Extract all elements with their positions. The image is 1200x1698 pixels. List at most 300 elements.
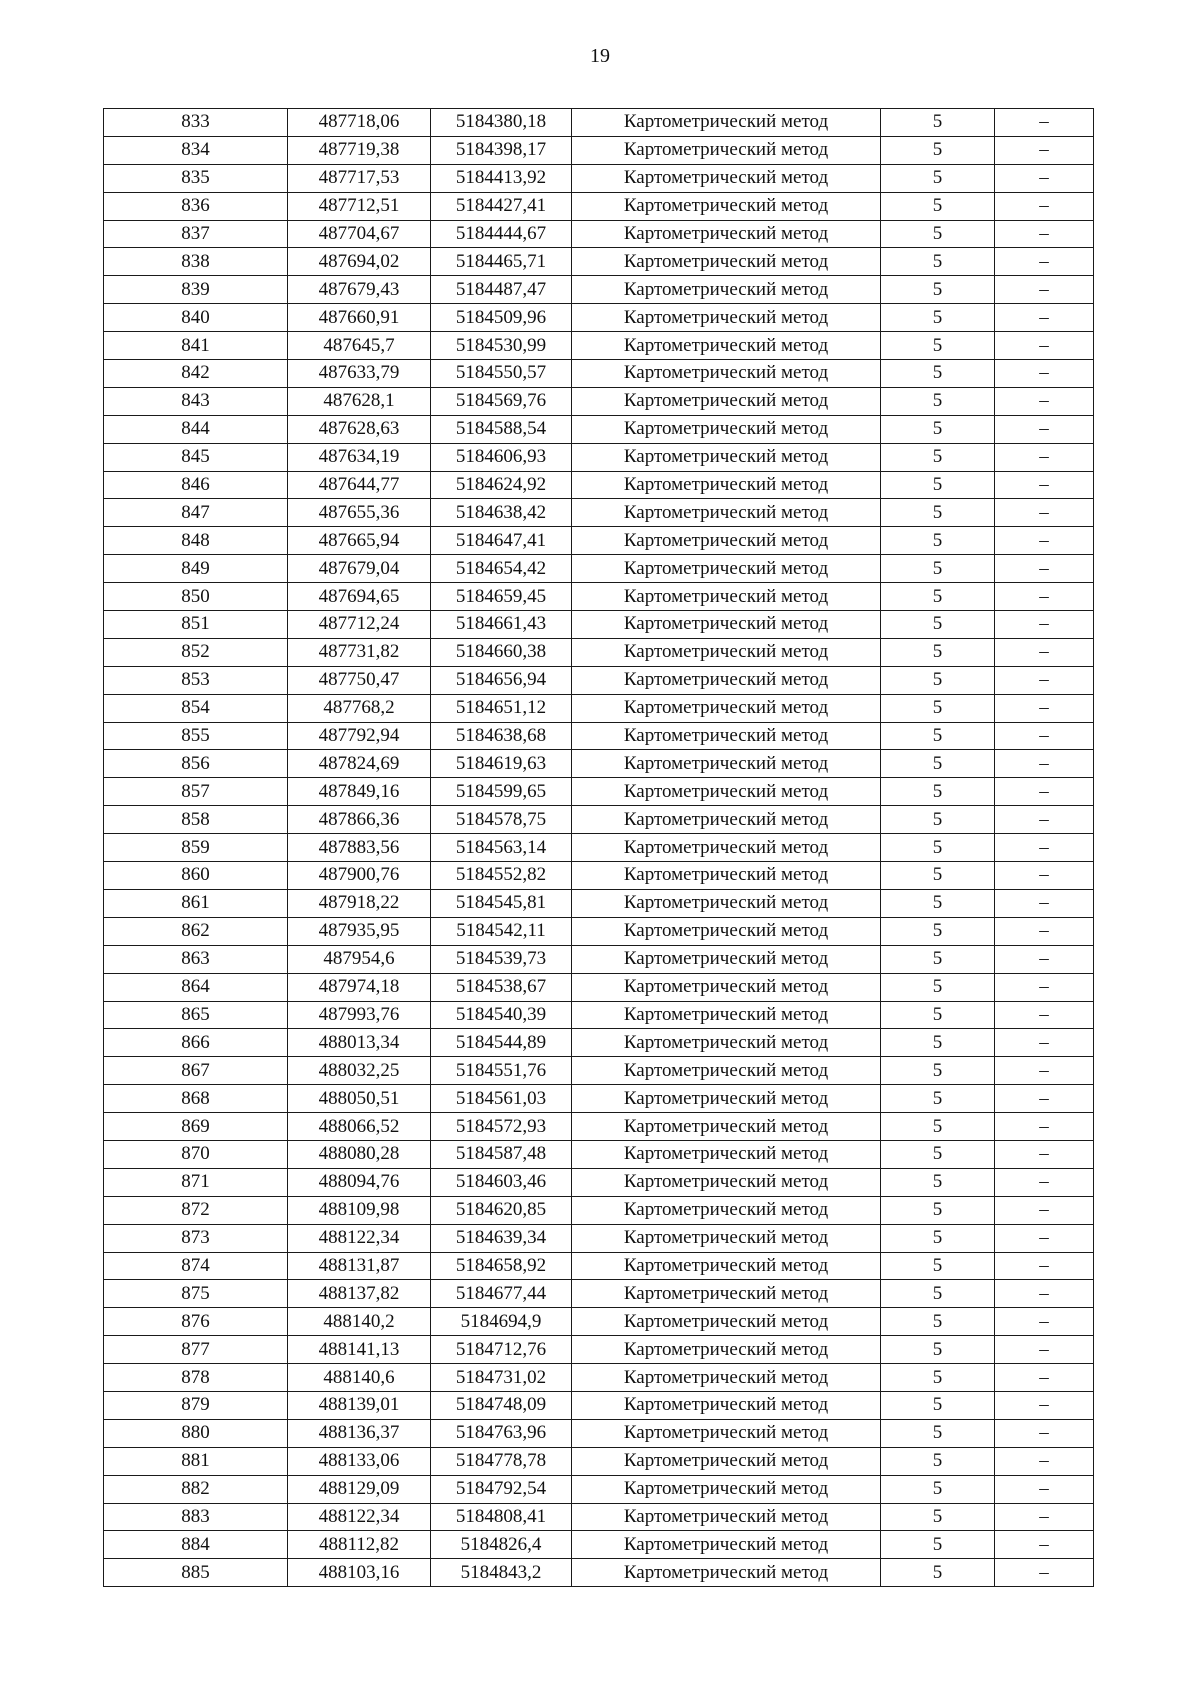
method-cell: Картометрический метод bbox=[572, 806, 881, 834]
y-coordinate-cell: 5184551,76 bbox=[431, 1057, 572, 1085]
y-coordinate-cell: 5184603,46 bbox=[431, 1168, 572, 1196]
accuracy-cell: 5 bbox=[881, 1113, 995, 1141]
accuracy-cell: 5 bbox=[881, 666, 995, 694]
y-coordinate-cell: 5184659,45 bbox=[431, 583, 572, 611]
point-number-cell: 860 bbox=[104, 862, 288, 890]
method-cell: Картометрический метод bbox=[572, 666, 881, 694]
point-number-cell: 878 bbox=[104, 1364, 288, 1392]
accuracy-cell: 5 bbox=[881, 1280, 995, 1308]
accuracy-cell: 5 bbox=[881, 1503, 995, 1531]
point-number-cell: 869 bbox=[104, 1113, 288, 1141]
accuracy-cell: 5 bbox=[881, 862, 995, 890]
table-row bbox=[104, 1252, 1094, 1280]
accuracy-cell: 5 bbox=[881, 1475, 995, 1503]
formula-cell: – bbox=[995, 555, 1094, 583]
x-coordinate-cell: 487866,36 bbox=[288, 806, 431, 834]
formula-cell: – bbox=[995, 1196, 1094, 1224]
table-row bbox=[104, 638, 1094, 666]
point-number-cell: 861 bbox=[104, 889, 288, 917]
y-coordinate-cell: 5184624,92 bbox=[431, 471, 572, 499]
formula-cell: – bbox=[995, 192, 1094, 220]
table-row bbox=[104, 220, 1094, 248]
table-row bbox=[104, 778, 1094, 806]
table-row bbox=[104, 1447, 1094, 1475]
table-row bbox=[104, 1475, 1094, 1503]
accuracy-cell: 5 bbox=[881, 750, 995, 778]
method-cell: Картометрический метод bbox=[572, 1252, 881, 1280]
x-coordinate-cell: 487694,02 bbox=[288, 248, 431, 276]
y-coordinate-cell: 5184660,38 bbox=[431, 638, 572, 666]
point-number-cell: 857 bbox=[104, 778, 288, 806]
table-row bbox=[104, 806, 1094, 834]
x-coordinate-cell: 487694,65 bbox=[288, 583, 431, 611]
point-number-cell: 833 bbox=[104, 109, 288, 137]
accuracy-cell: 5 bbox=[881, 136, 995, 164]
y-coordinate-cell: 5184731,02 bbox=[431, 1364, 572, 1392]
method-cell: Картометрический метод bbox=[572, 220, 881, 248]
formula-cell: – bbox=[995, 917, 1094, 945]
formula-cell: – bbox=[995, 1308, 1094, 1336]
table-row bbox=[104, 499, 1094, 527]
method-cell: Картометрический метод bbox=[572, 862, 881, 890]
formula-cell: – bbox=[995, 862, 1094, 890]
formula-cell: – bbox=[995, 1475, 1094, 1503]
method-cell: Картометрический метод bbox=[572, 1475, 881, 1503]
y-coordinate-cell: 5184413,92 bbox=[431, 164, 572, 192]
table-row bbox=[104, 276, 1094, 304]
point-number-cell: 852 bbox=[104, 638, 288, 666]
table-row bbox=[104, 527, 1094, 555]
y-coordinate-cell: 5184509,96 bbox=[431, 304, 572, 332]
point-number-cell: 856 bbox=[104, 750, 288, 778]
formula-cell: – bbox=[995, 694, 1094, 722]
method-cell: Картометрический метод bbox=[572, 276, 881, 304]
point-number-cell: 859 bbox=[104, 834, 288, 862]
y-coordinate-cell: 5184606,93 bbox=[431, 443, 572, 471]
method-cell: Картометрический метод bbox=[572, 304, 881, 332]
x-coordinate-cell: 487824,69 bbox=[288, 750, 431, 778]
x-coordinate-cell: 487634,19 bbox=[288, 443, 431, 471]
method-cell: Картометрический метод bbox=[572, 1140, 881, 1168]
point-number-cell: 843 bbox=[104, 387, 288, 415]
table-row bbox=[104, 1559, 1094, 1587]
method-cell: Картометрический метод bbox=[572, 527, 881, 555]
x-coordinate-cell: 487655,36 bbox=[288, 499, 431, 527]
y-coordinate-cell: 5184654,42 bbox=[431, 555, 572, 583]
method-cell: Картометрический метод bbox=[572, 1503, 881, 1531]
accuracy-cell: 5 bbox=[881, 1196, 995, 1224]
table-row bbox=[104, 1057, 1094, 1085]
y-coordinate-cell: 5184544,89 bbox=[431, 1029, 572, 1057]
table-row bbox=[104, 304, 1094, 332]
point-number-cell: 847 bbox=[104, 499, 288, 527]
x-coordinate-cell: 487633,79 bbox=[288, 360, 431, 388]
x-coordinate-cell: 488032,25 bbox=[288, 1057, 431, 1085]
formula-cell: – bbox=[995, 973, 1094, 1001]
accuracy-cell: 5 bbox=[881, 1531, 995, 1559]
y-coordinate-cell: 5184465,71 bbox=[431, 248, 572, 276]
point-number-cell: 862 bbox=[104, 917, 288, 945]
formula-cell: – bbox=[995, 527, 1094, 555]
table-row bbox=[104, 917, 1094, 945]
x-coordinate-cell: 488140,2 bbox=[288, 1308, 431, 1336]
point-number-cell: 837 bbox=[104, 220, 288, 248]
formula-cell: – bbox=[995, 583, 1094, 611]
point-number-cell: 873 bbox=[104, 1224, 288, 1252]
method-cell: Картометрический метод bbox=[572, 1531, 881, 1559]
formula-cell: – bbox=[995, 1280, 1094, 1308]
table-row bbox=[104, 1001, 1094, 1029]
method-cell: Картометрический метод bbox=[572, 1029, 881, 1057]
accuracy-cell: 5 bbox=[881, 360, 995, 388]
formula-cell: – bbox=[995, 1140, 1094, 1168]
coordinates-table bbox=[103, 108, 1094, 1587]
point-number-cell: 850 bbox=[104, 583, 288, 611]
x-coordinate-cell: 487750,47 bbox=[288, 666, 431, 694]
accuracy-cell: 5 bbox=[881, 555, 995, 583]
y-coordinate-cell: 5184647,41 bbox=[431, 527, 572, 555]
table-row bbox=[104, 1085, 1094, 1113]
x-coordinate-cell: 487849,16 bbox=[288, 778, 431, 806]
point-number-cell: 854 bbox=[104, 694, 288, 722]
method-cell: Картометрический метод bbox=[572, 1001, 881, 1029]
point-number-cell: 853 bbox=[104, 666, 288, 694]
x-coordinate-cell: 487645,7 bbox=[288, 332, 431, 360]
x-coordinate-cell: 487768,2 bbox=[288, 694, 431, 722]
table-row bbox=[104, 360, 1094, 388]
accuracy-cell: 5 bbox=[881, 499, 995, 527]
y-coordinate-cell: 5184427,41 bbox=[431, 192, 572, 220]
table-row bbox=[104, 1308, 1094, 1336]
formula-cell: – bbox=[995, 360, 1094, 388]
point-number-cell: 883 bbox=[104, 1503, 288, 1531]
table-row bbox=[104, 1531, 1094, 1559]
point-number-cell: 872 bbox=[104, 1196, 288, 1224]
accuracy-cell: 5 bbox=[881, 945, 995, 973]
accuracy-cell: 5 bbox=[881, 778, 995, 806]
x-coordinate-cell: 487644,77 bbox=[288, 471, 431, 499]
y-coordinate-cell: 5184539,73 bbox=[431, 945, 572, 973]
point-number-cell: 839 bbox=[104, 276, 288, 304]
point-number-cell: 864 bbox=[104, 973, 288, 1001]
method-cell: Картометрический метод bbox=[572, 638, 881, 666]
table-row bbox=[104, 136, 1094, 164]
y-coordinate-cell: 5184569,76 bbox=[431, 387, 572, 415]
formula-cell: – bbox=[995, 611, 1094, 639]
x-coordinate-cell: 488122,34 bbox=[288, 1503, 431, 1531]
method-cell: Картометрический метод bbox=[572, 136, 881, 164]
accuracy-cell: 5 bbox=[881, 834, 995, 862]
accuracy-cell: 5 bbox=[881, 1085, 995, 1113]
y-coordinate-cell: 5184638,68 bbox=[431, 722, 572, 750]
x-coordinate-cell: 487660,91 bbox=[288, 304, 431, 332]
accuracy-cell: 5 bbox=[881, 1057, 995, 1085]
accuracy-cell: 5 bbox=[881, 1559, 995, 1587]
formula-cell: – bbox=[995, 1531, 1094, 1559]
y-coordinate-cell: 5184808,41 bbox=[431, 1503, 572, 1531]
formula-cell: – bbox=[995, 1057, 1094, 1085]
x-coordinate-cell: 488131,87 bbox=[288, 1252, 431, 1280]
method-cell: Картометрический метод bbox=[572, 1364, 881, 1392]
point-number-cell: 881 bbox=[104, 1447, 288, 1475]
table-row bbox=[104, 1140, 1094, 1168]
table-row bbox=[104, 471, 1094, 499]
accuracy-cell: 5 bbox=[881, 1252, 995, 1280]
x-coordinate-cell: 487954,6 bbox=[288, 945, 431, 973]
y-coordinate-cell: 5184843,2 bbox=[431, 1559, 572, 1587]
formula-cell: – bbox=[995, 834, 1094, 862]
point-number-cell: 868 bbox=[104, 1085, 288, 1113]
formula-cell: – bbox=[995, 889, 1094, 917]
y-coordinate-cell: 5184638,42 bbox=[431, 499, 572, 527]
point-number-cell: 882 bbox=[104, 1475, 288, 1503]
formula-cell: – bbox=[995, 806, 1094, 834]
x-coordinate-cell: 488109,98 bbox=[288, 1196, 431, 1224]
point-number-cell: 880 bbox=[104, 1419, 288, 1447]
x-coordinate-cell: 487974,18 bbox=[288, 973, 431, 1001]
method-cell: Картометрический метод bbox=[572, 1391, 881, 1419]
method-cell: Картометрический метод bbox=[572, 387, 881, 415]
formula-cell: – bbox=[995, 415, 1094, 443]
point-number-cell: 845 bbox=[104, 443, 288, 471]
accuracy-cell: 5 bbox=[881, 1419, 995, 1447]
table-row bbox=[104, 889, 1094, 917]
accuracy-cell: 5 bbox=[881, 443, 995, 471]
accuracy-cell: 5 bbox=[881, 694, 995, 722]
accuracy-cell: 5 bbox=[881, 471, 995, 499]
formula-cell: – bbox=[995, 220, 1094, 248]
x-coordinate-cell: 488141,13 bbox=[288, 1336, 431, 1364]
formula-cell: – bbox=[995, 164, 1094, 192]
formula-cell: – bbox=[995, 332, 1094, 360]
x-coordinate-cell: 487883,56 bbox=[288, 834, 431, 862]
y-coordinate-cell: 5184599,65 bbox=[431, 778, 572, 806]
method-cell: Картометрический метод bbox=[572, 164, 881, 192]
formula-cell: – bbox=[995, 387, 1094, 415]
y-coordinate-cell: 5184542,11 bbox=[431, 917, 572, 945]
table-row bbox=[104, 415, 1094, 443]
point-number-cell: 870 bbox=[104, 1140, 288, 1168]
accuracy-cell: 5 bbox=[881, 722, 995, 750]
accuracy-cell: 5 bbox=[881, 164, 995, 192]
method-cell: Картометрический метод bbox=[572, 778, 881, 806]
table-row bbox=[104, 1224, 1094, 1252]
x-coordinate-cell: 487731,82 bbox=[288, 638, 431, 666]
x-coordinate-cell: 487918,22 bbox=[288, 889, 431, 917]
x-coordinate-cell: 487900,76 bbox=[288, 862, 431, 890]
accuracy-cell: 5 bbox=[881, 1308, 995, 1336]
method-cell: Картометрический метод bbox=[572, 443, 881, 471]
method-cell: Картометрический метод bbox=[572, 945, 881, 973]
formula-cell: – bbox=[995, 1447, 1094, 1475]
method-cell: Картометрический метод bbox=[572, 471, 881, 499]
point-number-cell: 841 bbox=[104, 332, 288, 360]
y-coordinate-cell: 5184487,47 bbox=[431, 276, 572, 304]
y-coordinate-cell: 5184658,92 bbox=[431, 1252, 572, 1280]
accuracy-cell: 5 bbox=[881, 1224, 995, 1252]
formula-cell: – bbox=[995, 1113, 1094, 1141]
accuracy-cell: 5 bbox=[881, 611, 995, 639]
y-coordinate-cell: 5184826,4 bbox=[431, 1531, 572, 1559]
y-coordinate-cell: 5184530,99 bbox=[431, 332, 572, 360]
y-coordinate-cell: 5184398,17 bbox=[431, 136, 572, 164]
formula-cell: – bbox=[995, 248, 1094, 276]
y-coordinate-cell: 5184651,12 bbox=[431, 694, 572, 722]
y-coordinate-cell: 5184380,18 bbox=[431, 109, 572, 137]
method-cell: Картометрический метод bbox=[572, 1559, 881, 1587]
method-cell: Картометрический метод bbox=[572, 1085, 881, 1113]
method-cell: Картометрический метод bbox=[572, 555, 881, 583]
accuracy-cell: 5 bbox=[881, 1029, 995, 1057]
y-coordinate-cell: 5184656,94 bbox=[431, 666, 572, 694]
method-cell: Картометрический метод bbox=[572, 722, 881, 750]
point-number-cell: 848 bbox=[104, 527, 288, 555]
table-row bbox=[104, 164, 1094, 192]
table-row bbox=[104, 1391, 1094, 1419]
table-row bbox=[104, 666, 1094, 694]
table-row bbox=[104, 1168, 1094, 1196]
table-row bbox=[104, 1503, 1094, 1531]
y-coordinate-cell: 5184550,57 bbox=[431, 360, 572, 388]
table-row bbox=[104, 192, 1094, 220]
formula-cell: – bbox=[995, 638, 1094, 666]
table-row bbox=[104, 945, 1094, 973]
method-cell: Картометрический метод bbox=[572, 1419, 881, 1447]
formula-cell: – bbox=[995, 136, 1094, 164]
x-coordinate-cell: 487665,94 bbox=[288, 527, 431, 555]
y-coordinate-cell: 5184572,93 bbox=[431, 1113, 572, 1141]
method-cell: Картометрический метод bbox=[572, 973, 881, 1001]
y-coordinate-cell: 5184763,96 bbox=[431, 1419, 572, 1447]
method-cell: Картометрический метод bbox=[572, 750, 881, 778]
formula-cell: – bbox=[995, 1001, 1094, 1029]
formula-cell: – bbox=[995, 109, 1094, 137]
table-row bbox=[104, 694, 1094, 722]
method-cell: Картометрический метод bbox=[572, 1196, 881, 1224]
formula-cell: – bbox=[995, 1503, 1094, 1531]
accuracy-cell: 5 bbox=[881, 109, 995, 137]
accuracy-cell: 5 bbox=[881, 192, 995, 220]
x-coordinate-cell: 488112,82 bbox=[288, 1531, 431, 1559]
accuracy-cell: 5 bbox=[881, 527, 995, 555]
method-cell: Картометрический метод bbox=[572, 1280, 881, 1308]
y-coordinate-cell: 5184444,67 bbox=[431, 220, 572, 248]
y-coordinate-cell: 5184552,82 bbox=[431, 862, 572, 890]
table-row bbox=[104, 583, 1094, 611]
table-row bbox=[104, 1113, 1094, 1141]
y-coordinate-cell: 5184639,34 bbox=[431, 1224, 572, 1252]
method-cell: Картометрический метод bbox=[572, 109, 881, 137]
formula-cell: – bbox=[995, 778, 1094, 806]
formula-cell: – bbox=[995, 1391, 1094, 1419]
point-number-cell: 865 bbox=[104, 1001, 288, 1029]
accuracy-cell: 5 bbox=[881, 248, 995, 276]
point-number-cell: 877 bbox=[104, 1336, 288, 1364]
accuracy-cell: 5 bbox=[881, 1168, 995, 1196]
y-coordinate-cell: 5184561,03 bbox=[431, 1085, 572, 1113]
y-coordinate-cell: 5184538,67 bbox=[431, 973, 572, 1001]
page-number: 19 bbox=[590, 45, 610, 67]
accuracy-cell: 5 bbox=[881, 583, 995, 611]
formula-cell: – bbox=[995, 304, 1094, 332]
table-row bbox=[104, 1196, 1094, 1224]
x-coordinate-cell: 488129,09 bbox=[288, 1475, 431, 1503]
table-row bbox=[104, 750, 1094, 778]
table-row bbox=[104, 973, 1094, 1001]
point-number-cell: 835 bbox=[104, 164, 288, 192]
table-row bbox=[104, 1029, 1094, 1057]
x-coordinate-cell: 487718,06 bbox=[288, 109, 431, 137]
formula-cell: – bbox=[995, 1168, 1094, 1196]
accuracy-cell: 5 bbox=[881, 1391, 995, 1419]
point-number-cell: 874 bbox=[104, 1252, 288, 1280]
accuracy-cell: 5 bbox=[881, 387, 995, 415]
formula-cell: – bbox=[995, 1085, 1094, 1113]
y-coordinate-cell: 5184620,85 bbox=[431, 1196, 572, 1224]
table-row bbox=[104, 1336, 1094, 1364]
method-cell: Картометрический метод bbox=[572, 694, 881, 722]
point-number-cell: 834 bbox=[104, 136, 288, 164]
accuracy-cell: 5 bbox=[881, 304, 995, 332]
accuracy-cell: 5 bbox=[881, 806, 995, 834]
point-number-cell: 876 bbox=[104, 1308, 288, 1336]
formula-cell: – bbox=[995, 1252, 1094, 1280]
y-coordinate-cell: 5184677,44 bbox=[431, 1280, 572, 1308]
accuracy-cell: 5 bbox=[881, 1364, 995, 1392]
point-number-cell: 846 bbox=[104, 471, 288, 499]
y-coordinate-cell: 5184545,81 bbox=[431, 889, 572, 917]
table-row bbox=[104, 834, 1094, 862]
method-cell: Картометрический метод bbox=[572, 332, 881, 360]
formula-cell: – bbox=[995, 666, 1094, 694]
point-number-cell: 849 bbox=[104, 555, 288, 583]
x-coordinate-cell: 488094,76 bbox=[288, 1168, 431, 1196]
method-cell: Картометрический метод bbox=[572, 611, 881, 639]
point-number-cell: 838 bbox=[104, 248, 288, 276]
x-coordinate-cell: 488066,52 bbox=[288, 1113, 431, 1141]
method-cell: Картометрический метод bbox=[572, 834, 881, 862]
formula-cell: – bbox=[995, 471, 1094, 499]
x-coordinate-cell: 487792,94 bbox=[288, 722, 431, 750]
coordinates-table-body bbox=[104, 109, 1094, 1587]
method-cell: Картометрический метод bbox=[572, 1113, 881, 1141]
method-cell: Картометрический метод bbox=[572, 1224, 881, 1252]
accuracy-cell: 5 bbox=[881, 220, 995, 248]
formula-cell: – bbox=[995, 1029, 1094, 1057]
method-cell: Картометрический метод bbox=[572, 1336, 881, 1364]
point-number-cell: 840 bbox=[104, 304, 288, 332]
formula-cell: – bbox=[995, 1224, 1094, 1252]
method-cell: Картометрический метод bbox=[572, 360, 881, 388]
formula-cell: – bbox=[995, 945, 1094, 973]
x-coordinate-cell: 488137,82 bbox=[288, 1280, 431, 1308]
accuracy-cell: 5 bbox=[881, 276, 995, 304]
x-coordinate-cell: 488122,34 bbox=[288, 1224, 431, 1252]
table-row bbox=[104, 109, 1094, 137]
x-coordinate-cell: 487704,67 bbox=[288, 220, 431, 248]
x-coordinate-cell: 487628,63 bbox=[288, 415, 431, 443]
formula-cell: – bbox=[995, 499, 1094, 527]
y-coordinate-cell: 5184661,43 bbox=[431, 611, 572, 639]
table-row bbox=[104, 611, 1094, 639]
x-coordinate-cell: 487712,24 bbox=[288, 611, 431, 639]
method-cell: Картометрический метод bbox=[572, 192, 881, 220]
x-coordinate-cell: 488139,01 bbox=[288, 1391, 431, 1419]
method-cell: Картометрический метод bbox=[572, 1308, 881, 1336]
x-coordinate-cell: 487717,53 bbox=[288, 164, 431, 192]
y-coordinate-cell: 5184712,76 bbox=[431, 1336, 572, 1364]
accuracy-cell: 5 bbox=[881, 1001, 995, 1029]
